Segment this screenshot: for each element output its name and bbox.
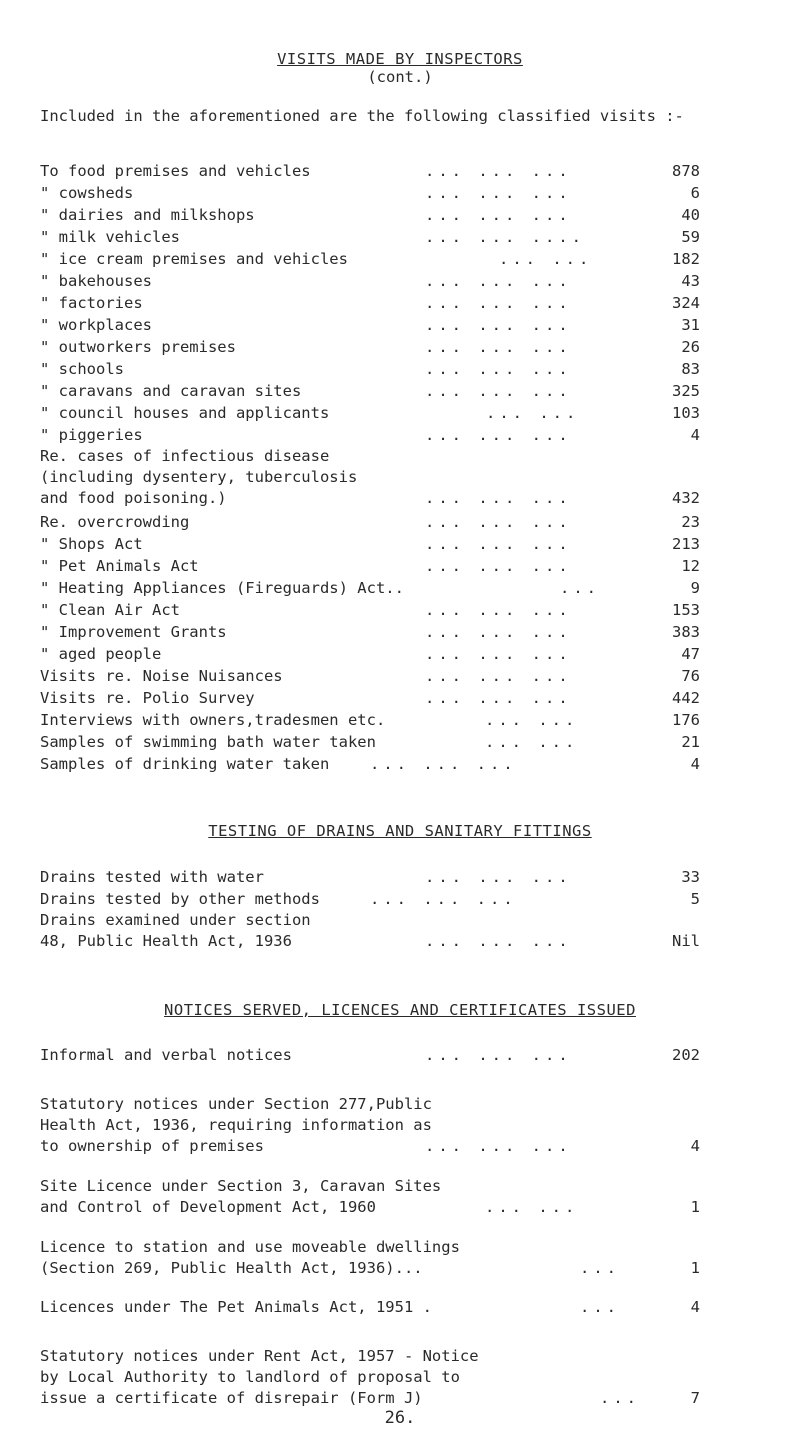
item-value: 1 — [690, 1198, 700, 1216]
item-label: " caravans and caravan sites — [40, 382, 302, 400]
item-label: Re. overcrowding — [40, 513, 190, 531]
entry-line: Licence to station and use moveable dwellings — [40, 1238, 460, 1256]
item-value: 43 — [681, 272, 700, 290]
item-label: Drains tested with water — [40, 868, 264, 886]
list-item: ... ... ... " Pet Animals Act 12 — [40, 557, 700, 575]
item-label: " milk vehicles — [40, 228, 180, 246]
list-item: ... ... ... Drains tested by other methods 5 — [40, 890, 700, 908]
item-label: " Clean Air Act — [40, 601, 180, 619]
item-value: 213 — [672, 535, 700, 553]
list-item: ... ... ... To food premises and vehicles 878 — [40, 162, 700, 180]
entry-line: issue a certificate of disrepair (Form J) — [40, 1389, 423, 1407]
item-label: " dairies and milkshops — [40, 206, 255, 224]
list-item: ... ... ... " schools 83 — [40, 360, 700, 378]
entry-line: (including dysentery, tuberculosis — [40, 468, 358, 486]
entry-line: Statutory notices under Section 277,Public — [40, 1095, 432, 1113]
item-value: 9 — [690, 579, 700, 597]
list-item: ... ... ... " cowsheds 6 — [40, 184, 700, 202]
item-value: 59 — [681, 228, 700, 246]
item-label: " council houses and applicants — [40, 404, 330, 422]
drains-section-title: TESTING OF DRAINS AND SANITARY FITTINGS — [208, 822, 592, 840]
list-item: ... ... ... " bakehouses 43 — [40, 272, 700, 290]
list-item: ... ... ... " Clean Air Act 153 — [40, 601, 700, 619]
item-value: 383 — [672, 623, 700, 641]
item-value: 83 — [681, 360, 700, 378]
list-item: ... ... Samples of swimming bath water taken 21 — [40, 733, 700, 751]
item-value: 47 — [681, 645, 700, 663]
page-subtitle: (cont.) — [367, 68, 433, 86]
item-value: Nil — [672, 932, 700, 950]
infectious-disease-entry: Re. cases of infectious disease (including dysentery, tuberculosis and food poisoning.) ... ... ... 432 — [40, 447, 700, 507]
list-item: ... ... .... " milk vehicles 59 — [40, 228, 700, 246]
list-item: ... ... ... " outworkers premises 26 — [40, 338, 700, 356]
entry-line: Site Licence under Section 3, Caravan Sites — [40, 1177, 442, 1195]
item-value: 7 — [690, 1389, 700, 1407]
item-label: Licences under The Pet Animals Act, 1951 . — [40, 1298, 432, 1316]
item-label: " ice cream premises and vehicles — [40, 250, 348, 268]
item-value: 12 — [681, 557, 700, 575]
list-item: ... ... ... Drains tested with water 33 — [40, 868, 700, 886]
item-value: 442 — [672, 689, 700, 707]
entry-line: Drains examined under section — [40, 911, 311, 929]
item-value: 4 — [690, 426, 700, 444]
item-label: Samples of drinking water taken — [40, 755, 330, 773]
item-label: " Heating Appliances (Fireguards) Act.. — [40, 579, 404, 597]
page-title: VISITS MADE BY INSPECTORS — [277, 50, 523, 68]
list-item: ... ... Interviews with owners,tradesmen etc. 176 — [40, 711, 700, 729]
intro-text: Included in the aforementioned are the following classified visits :- — [40, 107, 684, 125]
item-value: 324 — [672, 294, 700, 312]
item-label: Informal and verbal notices — [40, 1046, 292, 1064]
item-label: " workplaces — [40, 316, 152, 334]
item-value: 4 — [690, 1137, 700, 1155]
statutory-277-entry: Statutory notices under Section 277,Public Health Act, 1936, requiring information as to ownership of premises ... ... ... 4 — [40, 1095, 700, 1155]
entry-line: 48, Public Health Act, 1936 — [40, 932, 292, 950]
list-item: ... " Heating Appliances (Fireguards) Act.. 9 — [40, 579, 700, 597]
item-value: 21 — [681, 733, 700, 751]
item-value: 23 — [681, 513, 700, 531]
notices-section-title: NOTICES SERVED, LICENCES AND CERTIFICATES ISSUED — [164, 1001, 636, 1019]
item-label: Visits re. Polio Survey — [40, 689, 255, 707]
item-value: 1 — [690, 1259, 700, 1277]
entry-line: Statutory notices under Rent Act, 1957 - Notice — [40, 1347, 479, 1365]
list-item: ... Licences under The Pet Animals Act, 1951 . 4 — [40, 1298, 700, 1316]
list-item: ... ... ... " dairies and milkshops 40 — [40, 206, 700, 224]
page-number: 26. — [384, 1408, 416, 1428]
item-value: 153 — [672, 601, 700, 619]
item-label: " schools — [40, 360, 124, 378]
item-value: 878 — [672, 162, 700, 180]
item-value: 432 — [672, 489, 700, 507]
list-item: ... ... ... Samples of drinking water taken 4 — [40, 755, 700, 773]
list-item: ... ... " ice cream premises and vehicles 182 — [40, 250, 700, 268]
entry-line: by Local Authority to landlord of proposal to — [40, 1368, 460, 1386]
item-value: 325 — [672, 382, 700, 400]
list-item: ... ... ... " piggeries 4 — [40, 426, 700, 444]
item-value: 26 — [681, 338, 700, 356]
list-item: ... ... ... " workplaces 31 — [40, 316, 700, 334]
entry-line: Re. cases of infectious disease — [40, 447, 330, 465]
item-label: " Improvement Grants — [40, 623, 227, 641]
item-value: 182 — [672, 250, 700, 268]
list-item: ... ... ... " factories 324 — [40, 294, 700, 312]
item-label: " piggeries — [40, 426, 143, 444]
list-item: ... ... ... Visits re. Polio Survey 442 — [40, 689, 700, 707]
item-value: 33 — [681, 868, 700, 886]
item-label: To food premises and vehicles — [40, 162, 311, 180]
item-label: Samples of swimming bath water taken — [40, 733, 376, 751]
item-value: 5 — [690, 890, 700, 908]
item-value: 176 — [672, 711, 700, 729]
moveable-dwellings-entry: Licence to station and use moveable dwellings (Section 269, Public Health Act, 1936)... ... 1 — [40, 1238, 700, 1277]
list-item: ... ... ... " Improvement Grants 383 — [40, 623, 700, 641]
list-item: ... ... ... Visits re. Noise Nuisances 76 — [40, 667, 700, 685]
entry-line: Health Act, 1936, requiring information as — [40, 1116, 432, 1134]
item-value: 202 — [672, 1046, 700, 1064]
item-value: 4 — [690, 755, 700, 773]
item-value: 4 — [690, 1298, 700, 1316]
entry-line: and Control of Development Act, 1960 — [40, 1198, 376, 1216]
item-label: Visits re. Noise Nuisances — [40, 667, 283, 685]
item-label: Interviews with owners,tradesmen etc. — [40, 711, 386, 729]
item-label: " aged people — [40, 645, 162, 663]
list-item: ... ... " council houses and applicants 103 — [40, 404, 700, 422]
entry-line: to ownership of premises — [40, 1137, 264, 1155]
entry-line: and food poisoning.) — [40, 489, 227, 507]
list-item: ... ... ... Re. overcrowding 23 — [40, 513, 700, 531]
item-label: " Pet Animals Act — [40, 557, 199, 575]
drains-examined-entry: Drains examined under section 48, Public Health Act, 1936 ... ... ... Nil — [40, 911, 700, 950]
list-item: ... ... ... " Shops Act 213 — [40, 535, 700, 553]
item-value: 103 — [672, 404, 700, 422]
list-item: ... ... ... Informal and verbal notices 202 — [40, 1046, 700, 1064]
rent-act-entry: Statutory notices under Rent Act, 1957 - Notice by Local Authority to landlord of proposal to issue a certificate of disrepair (Form J) ... 7 — [40, 1347, 700, 1407]
item-value: 6 — [690, 184, 700, 202]
item-label: " Shops Act — [40, 535, 143, 553]
item-value: 76 — [681, 667, 700, 685]
item-value: 31 — [681, 316, 700, 334]
site-licence-entry: Site Licence under Section 3, Caravan Sites and Control of Development Act, 1960 ... ... 1 — [40, 1177, 700, 1216]
item-label: " outworkers premises — [40, 338, 236, 356]
item-label: " cowsheds — [40, 184, 134, 202]
item-label: " factories — [40, 294, 143, 312]
item-label: " bakehouses — [40, 272, 152, 290]
list-item: ... ... ... " aged people 47 — [40, 645, 700, 663]
list-item: ... ... ... " caravans and caravan sites 325 — [40, 382, 700, 400]
item-value: 40 — [681, 206, 700, 224]
entry-line: (Section 269, Public Health Act, 1936)... — [40, 1259, 423, 1277]
item-label: Drains tested by other methods — [40, 890, 320, 908]
